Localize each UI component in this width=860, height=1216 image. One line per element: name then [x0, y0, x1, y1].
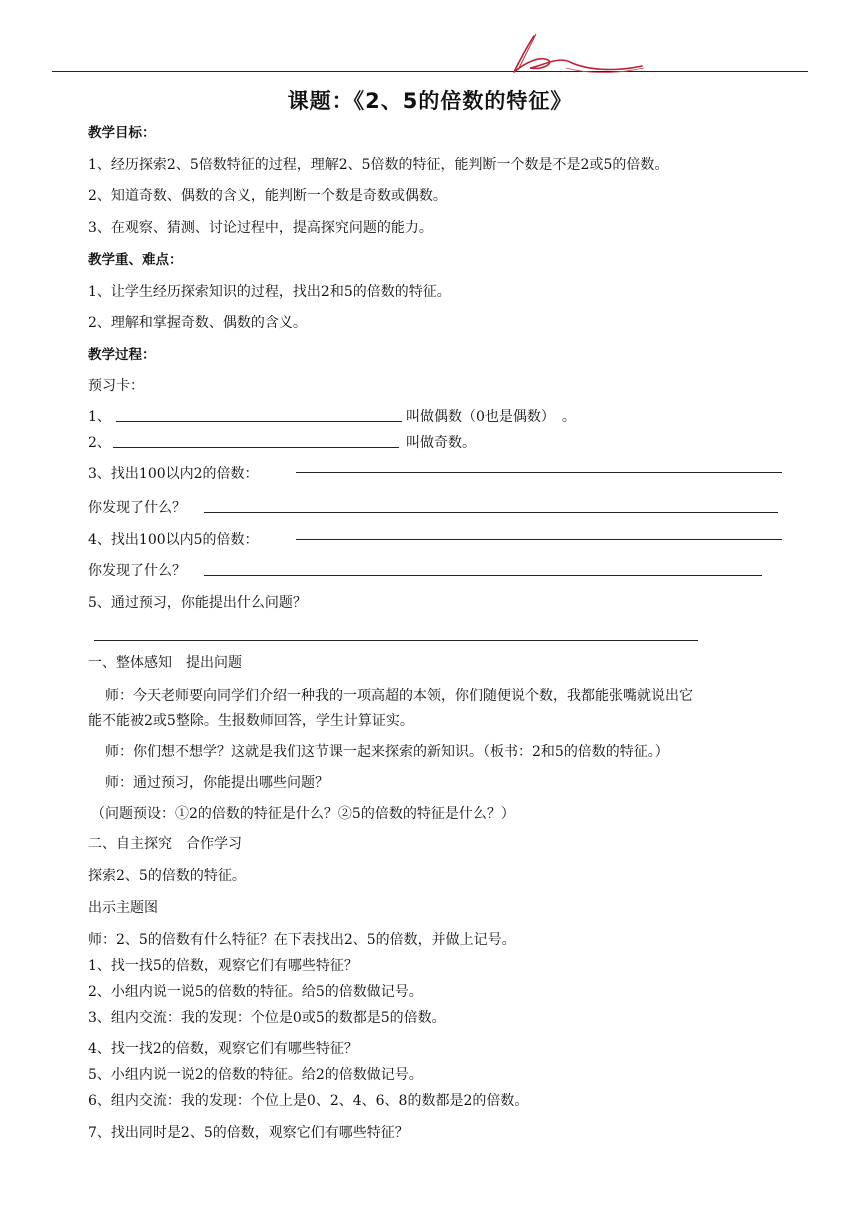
step-item: 5、小组内说一说2的倍数的特征。给2的倍数做记号。 [88, 1067, 423, 1083]
preview-q4: 4、找出100以内5的倍数： [88, 532, 259, 548]
keypoints-heading: 教学重、难点： [88, 252, 183, 268]
keypoint-item: 2、理解和掌握奇数、偶数的含义。 [88, 315, 307, 331]
step-item: 1、找一找5的倍数，观察它们有哪些特征？ [88, 958, 358, 974]
process-heading: 教学过程： [88, 347, 156, 363]
explore-line: 探索2、5的倍数的特征。 [88, 868, 246, 884]
blank-line [296, 539, 782, 540]
teacher-line: 师：2、5的倍数有什么特征？在下表找出2、5的倍数，并做上记号。 [88, 932, 516, 948]
preview-q1-text: 叫做偶数（0也是偶数） 。 [406, 409, 576, 425]
step-item: 4、找一找2的倍数，观察它们有哪些特征？ [88, 1041, 358, 1057]
teacher-line: 师：今天老师要向同学们介绍一种我的一项高超的本领，你们随便说个数，我都能张嘴就说出它 [105, 688, 693, 704]
step-item: 6、组内交流：我的发现：个位上是0、2、4、6、8的数都是2的倍数。 [88, 1093, 529, 1109]
goals-heading: 教学目标： [88, 125, 156, 141]
preview-q3: 3、找出100以内2的倍数： [88, 466, 259, 482]
preview-q3-finding: 你发现了什么？ [88, 500, 186, 516]
goal-item: 2、知道奇数、偶数的含义，能判断一个数是奇数或偶数。 [88, 188, 447, 204]
goal-item: 1、经历探索2、5倍数特征的过程，理解2、5倍数的特征，能判断一个数是不是2或5的倍数。 [88, 157, 669, 173]
preview-q1-number: 1、 [88, 409, 111, 425]
keypoint-item: 1、让学生经历探索知识的过程，找出2和5的倍数的特征。 [88, 284, 451, 300]
preview-q2-number: 2、 [88, 435, 111, 451]
preview-label: 预习卡： [88, 378, 144, 394]
blank-line [94, 640, 698, 641]
goal-item: 3、在观察、猜测、讨论过程中，提高探究问题的能力。 [88, 220, 433, 236]
blank-line [204, 512, 778, 513]
teacher-line: 师：你们想不想学？这就是我们这节课一起来探索的新知识。（板书：2和5的倍数的特征。） [105, 744, 669, 760]
show-map-line: 出示主题图 [88, 900, 158, 916]
step-item: 7、找出同时是2、5的倍数，观察它们有哪些特征？ [88, 1125, 409, 1141]
blank-line [296, 472, 782, 473]
header-rule [52, 71, 808, 72]
page-title: 课题：《2、5的倍数的特征》 [287, 89, 573, 113]
blank-line [113, 447, 399, 448]
step-item: 2、小组内说一说5的倍数的特征。给5的倍数做记号。 [88, 984, 423, 1000]
question-preset: （问题预设：①2的倍数的特征是什么？②5的倍数的特征是什么？） [91, 806, 515, 822]
step-item: 3、组内交流：我的发现：个位是0或5的数都是5的倍数。 [88, 1010, 446, 1026]
preview-q2-text: 叫做奇数。 [406, 435, 476, 451]
preview-q5: 5、通过预习，你能提出什么问题？ [88, 595, 307, 611]
teacher-line-cont: 能不能被2或5整除。生报数师回答，学生计算证实。 [88, 713, 414, 729]
section-heading-2: 二、自主探究 合作学习 [88, 836, 242, 852]
blank-line [204, 575, 762, 576]
teacher-line: 师：通过预习，你能提出哪些问题？ [105, 775, 329, 791]
preview-q4-finding: 你发现了什么？ [88, 563, 186, 579]
signature-logo-icon [496, 26, 646, 82]
section-heading-1: 一、整体感知 提出问题 [88, 655, 242, 671]
blank-line [116, 421, 402, 422]
